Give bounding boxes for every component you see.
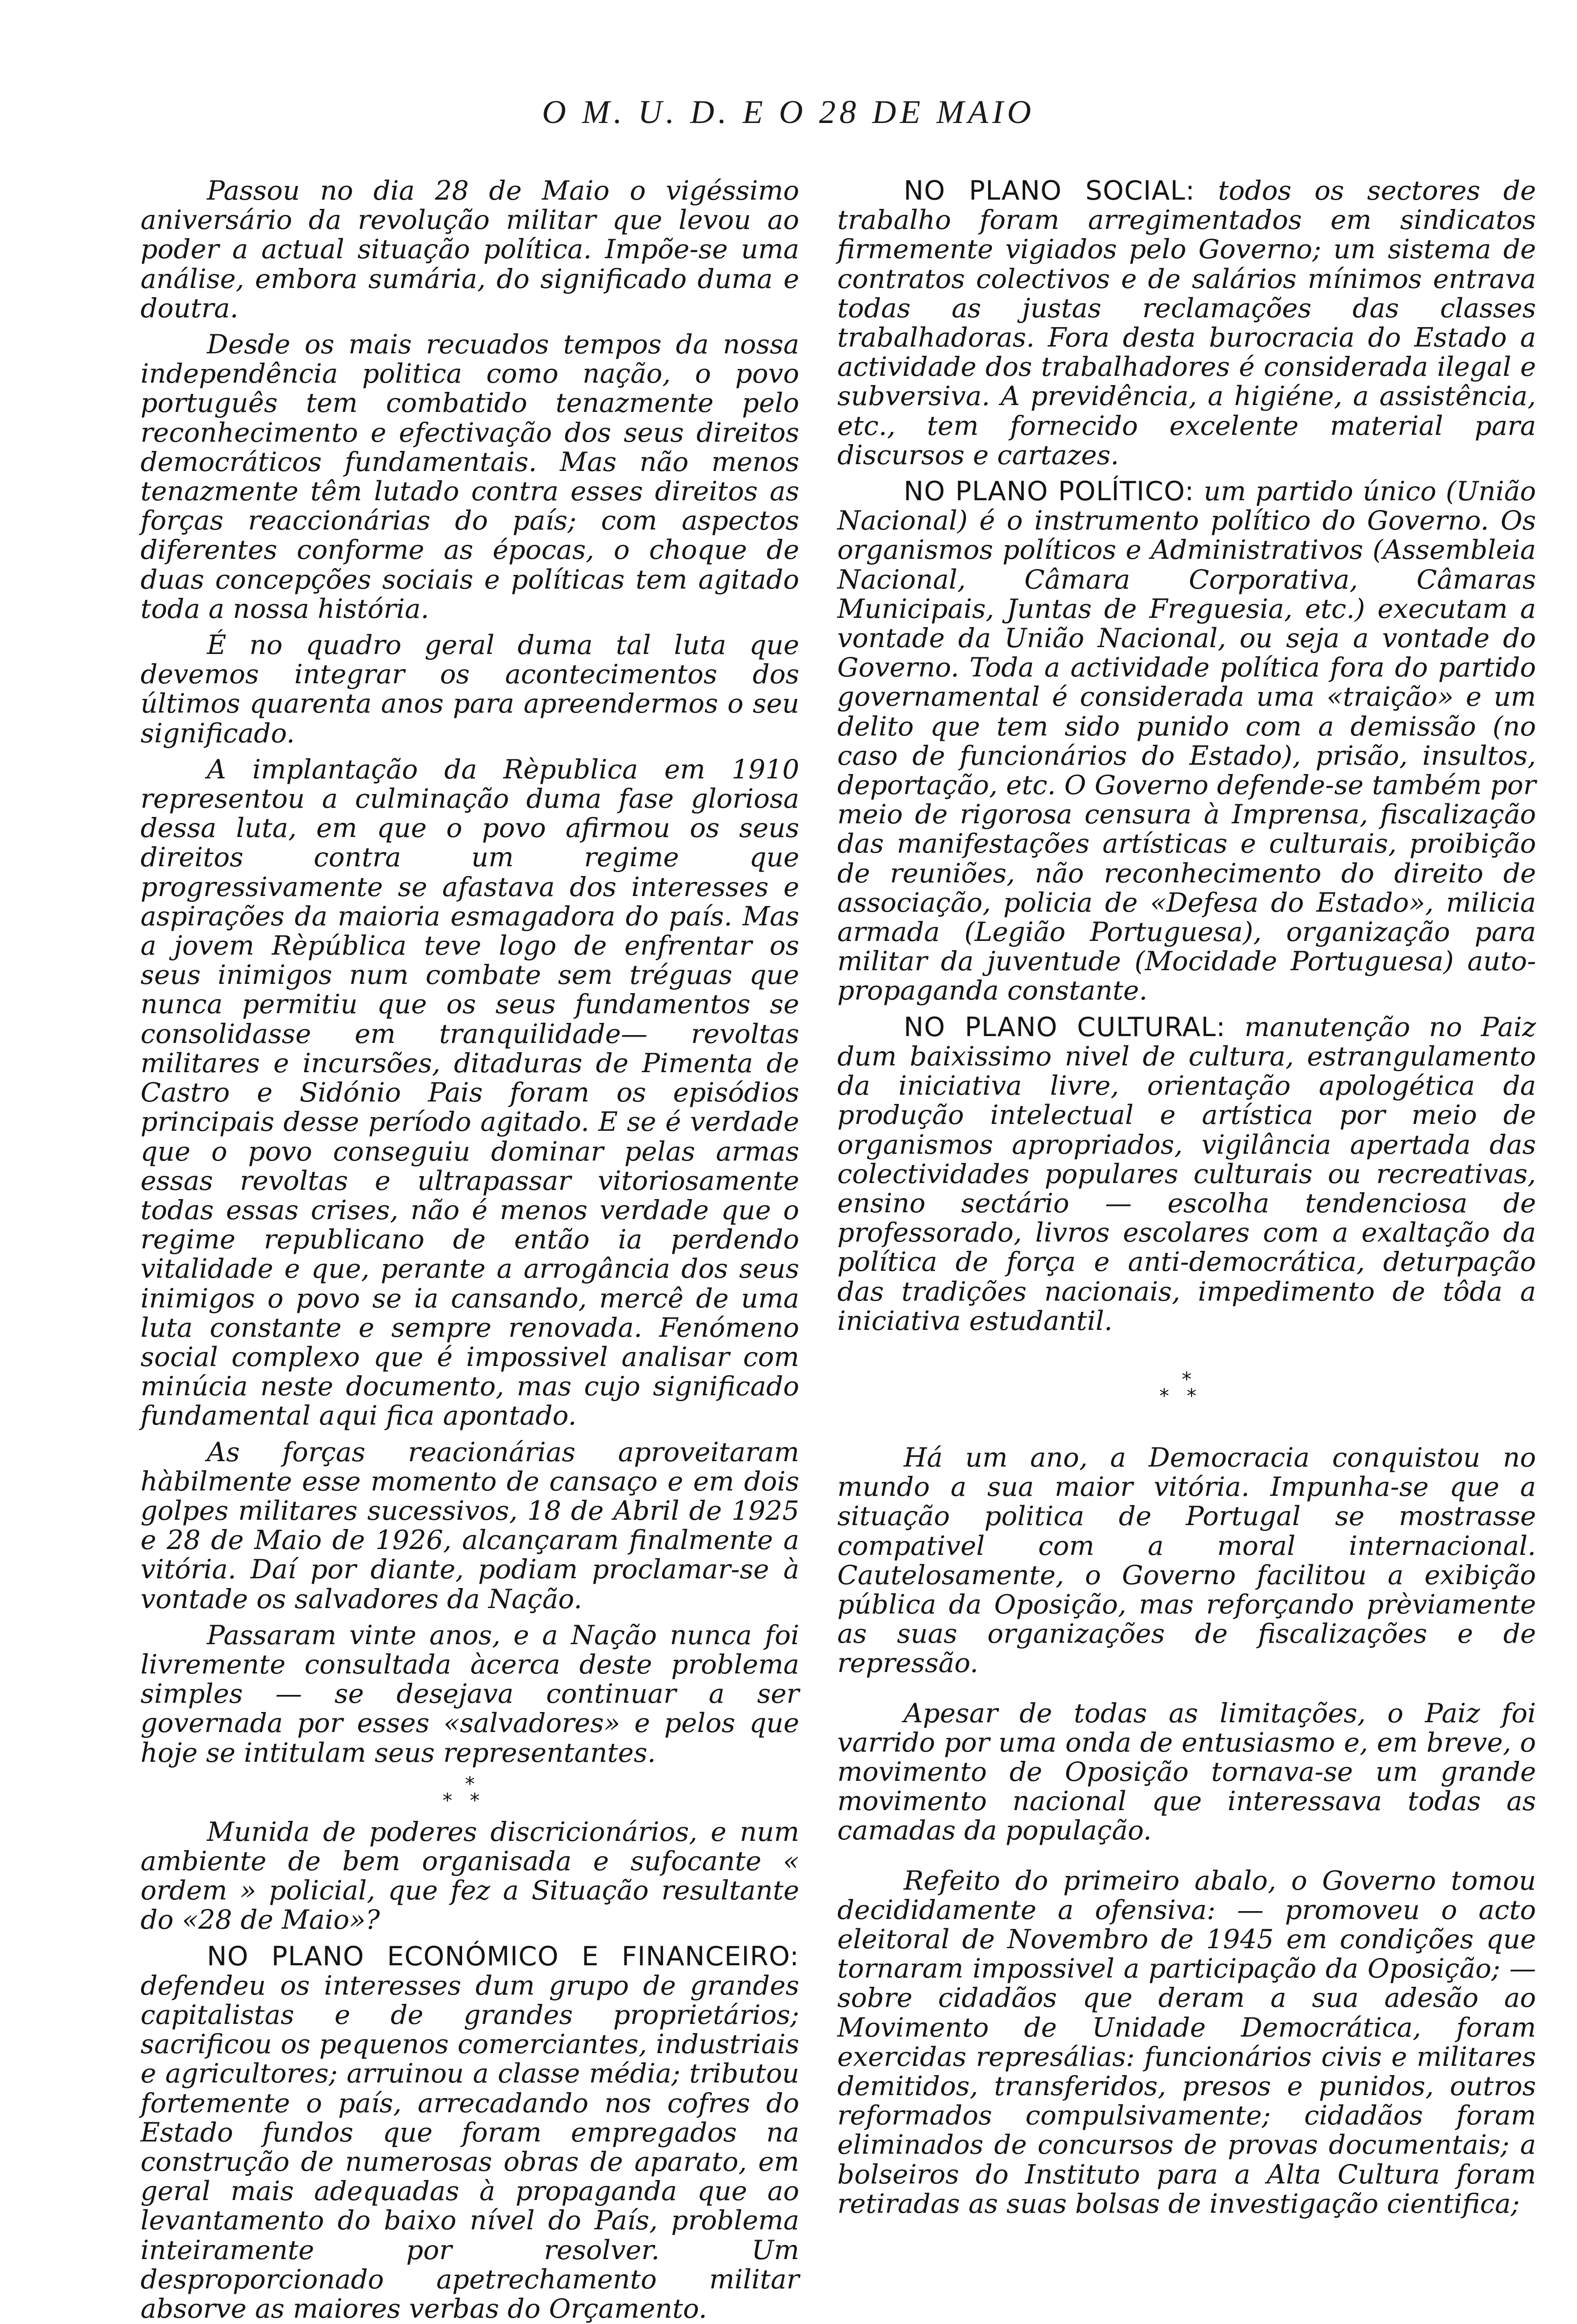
paragraph-body: defendeu os interesses dum grupo de grandes capitalistas e de grandes proprietários; sacrificou os pequenos comerciantes, industriais e agricultores; arruinou a classe média; tributou fortemente o país, arrecadando nos cofres do Estado fundos que foram empregados na construção de numerosas obras de aparato, em geral mais adequadas à propaganda que ao levantamento do baixo nível do País, problema inteiramente por resolver. Um desproporcionado apetrechamento militar absorve as maiores verbas do Orçamento. <box>141 1969 799 2324</box>
paragraph-social-plan <box>837 176 1536 469</box>
section-heading: NO PLANO ECONÓMICO E FINANCEIRO: <box>207 1940 799 1972</box>
left-column <box>141 176 799 2323</box>
paragraph-body: manutenção no Paiz dum baixissimo nivel de cultura, estrangulamento da iniciativa livre, orientação apologética da produção intelectual e artística por meio de organismos apropriados, vigilância apertada das colectividades populares culturais ou recreativas, ensino sectário — escolha tendenciosa de professorado, livros escolares com a exaltação da política de força e anti-democrática, deturpação das tradições nacionais, impedimento de tôda a iniciativa estudantil. <box>837 1011 1536 1336</box>
right-column <box>837 176 1536 2218</box>
paragraph: Passou no dia 28 de Maio o vigéssimo aniversário da revolução militar que levou ao poder a actual situação política. Impõe-se uma análise, embora sumária, do significado duma e doutra. <box>141 175 799 324</box>
paragraph: É no quadro geral duma tal luta que devemos integrar os acontecimentos dos últimos quarenta anos para apreendermos o seu significado. <box>141 629 799 749</box>
paragraph-body: todos os sectores de trabalho foram arregimentados em sindicatos firmemente vigiados pelo Governo; um sistema de contratos colectivos e de salários mínimos entrava todas as justas reclamações das classes trabalhadoras. Fora desta burocracia do Estado a actividade dos trabalhadores é considerada ilegal e subversiva. A previdência, a higiéne, a assistência, etc., tem fornecido excelente material para discursos e cartazes. <box>837 175 1537 470</box>
paragraph: As forças reacionárias aproveitaram hàbilmente esse momento de cansaço e em dois golpes militares sucessivos, 18 de Abril de 1925 e 28 de Maio de 1926, alcançaram finalmente a vitória. Daí por diante, podiam proclamar-se à vontade os salvadores da Nação. <box>141 1436 799 1614</box>
paragraph: Apesar de todas as limitações, o Paiz foi varrido por uma onda de entusiasmo e, em breve, o movimento de Oposição tornava-se um grande movimento nacional que interessava todas as camadas da população. <box>837 1697 1536 1846</box>
paragraph: A implantação da Rèpublica em 1910 representou a culminação duma fase gloriosa dessa luta, em que o povo afirmou os seus direitos contra um regime que progressivamente se afastava dos interesses e aspirações da maioria esmagadora do país. Mas a jovem Rèpública teve logo de enfrentar os seus inimigos num combate sem tréguas que nunca permitiu que os seus fundamentos se consolidasse em tranquilidade— revoltas militares e incursões, ditaduras de Pimenta de Castro e Sidónio Pais foram os episódios principais desse período agitado. E se é verdade que o povo conseguiu dominar pelas armas essas revoltas e ultrapassar vitoriosamente todas essas crises, não é menos verdade que o regime republicano de então ia perdendo vitalidade e que, perante a arrogância dos seus inimigos o povo se ia cansando, mercê de uma luta constante e sempre renovada. Fenómeno social complexo que é impossivel analisar com minúcia neste documento, mas cujo significado fundamental aqui fica apontado. <box>141 753 799 1431</box>
paragraph-political-plan <box>837 476 1536 1005</box>
paragraph-cultural-plan <box>837 1012 1536 1335</box>
section-heading: NO PLANO SOCIAL: <box>904 175 1195 206</box>
page-title: O M. U. D. E O 28 DE MAIO <box>542 93 1035 130</box>
section-heading: NO PLANO CULTURAL: <box>904 1011 1226 1042</box>
paragraph: Munida de poderes discricionários, e num ambiente de bem organisada e sufocante « ordem » policial, que fez a Situação resultante do «28 de Maio»? <box>141 1815 799 1936</box>
paragraph-economic-plan <box>141 1941 799 2324</box>
paragraph: Há um ano, a Democracia conquistou no mundo a sua maior vitória. Impunha-se que a situação politica de Portugal se mostrasse compativel com a moral internacional. Cautelosamente, o Governo facilitou a exibição pública da Oposição, mas reforçando prèviamente as suas organizações de fiscalizações e de repressão. <box>837 1441 1536 1679</box>
section-separator: * ** <box>1159 1368 1214 1407</box>
paragraph: Passaram vinte anos, e a Nação nunca foi livremente consultada àcerca deste problema simples — se desejava continuar a ser governada por esses «salvadores» e pelos que hoje se intitulam seus representantes. <box>141 1619 799 1768</box>
section-heading: NO PLANO POLÍTICO: <box>904 475 1194 507</box>
paragraph: Refeito do primeiro abalo, o Governo tomou decididamente a ofensiva: — promoveu o acto eleitoral de Novembro de 1945 em condições que tornaram impossivel a participação da Oposição; — sobre cidadãos que deram a sua adesão ao Movimento de Unidade Democrática, foram exercidas represálias: funcionários civis e militares demitidos, transferidos, presos e punidos, outros reformados compulsivamente; cidadãos foram eliminados de concursos de provas documentais; a bolseiros do Instituto para a Alta Cultura foram retiradas as suas bolsas de investigação cientifica; <box>837 1864 1536 2219</box>
section-separator: * ** <box>443 1773 497 1812</box>
paragraph: Desde os mais recuados tempos da nossa independência politica como nação, o povo português tem combatido tenazmente pelo reconhecimento e efectivação dos seus direitos democráticos fundamentais. Mas não menos tenazmente têm lutado contra esses direitos as forças reaccionárias do país; com aspectos diferentes conforme as épocas, o choque de duas concepções sociais e políticas tem agitado toda a nossa história. <box>141 328 799 624</box>
paragraph-body: um partido único (União Nacional) é o instrumento político do Governo. Os organismos políticos e Administrativos (Assembleia Nacional, Câmara Corporativa, Câmaras Municipais, Juntas de Freguesia, etc.) executam a vontade da União Nacional, ou seja a vontade do Governo. Toda a actividade política fora do partido governamental é considerada uma «traição» e um delito que tem sido punido com a demissão (no caso de funcionários do Estado), prisão, insultos, deportação, etc. O Governo defende-se também por meio de rigorosa censura à Imprensa, fiscalização das manifestações artísticas e culturais, proibição de reuniões, não reconhecimento do direito de associação, policia de «Defesa do Estado», milicia armada (Legião Portuguesa), organização para militar da juventude (Mocidade Portuguesa) auto-propaganda constante. <box>837 475 1536 1006</box>
